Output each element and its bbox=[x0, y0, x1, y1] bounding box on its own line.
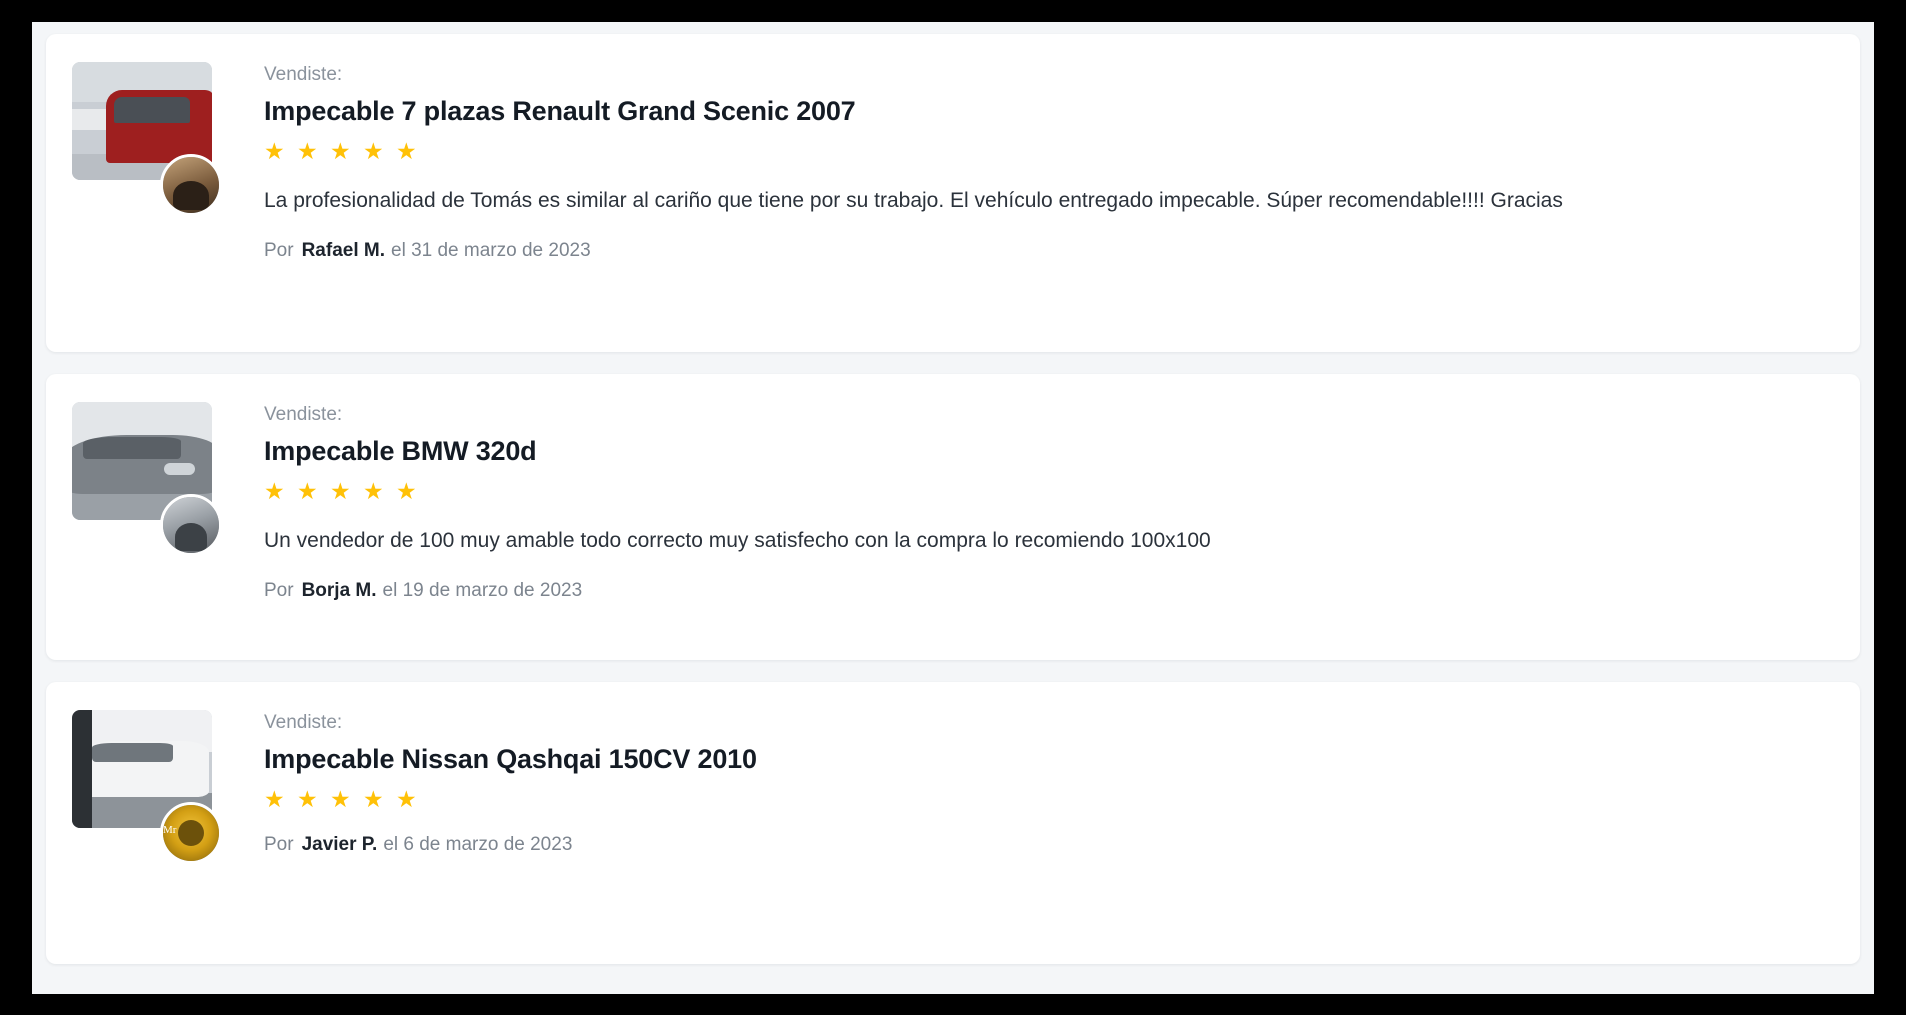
review-content bbox=[264, 710, 1834, 857]
review-text: Un vendedor de 100 muy amable todo correcto muy satisfecho con la compra lo recomiendo 100x100 bbox=[264, 528, 1211, 552]
by-prefix: Por bbox=[264, 240, 294, 262]
review-author: Borja M. bbox=[301, 580, 377, 602]
rating-stars: ★ ★ ★ ★ ★ bbox=[264, 477, 420, 504]
by-prefix: Por bbox=[264, 833, 294, 855]
review-author: Rafael M. bbox=[301, 240, 385, 262]
avatar[interactable] bbox=[160, 494, 222, 556]
review-media bbox=[72, 710, 242, 837]
review-card[interactable] bbox=[46, 374, 1860, 660]
review-card[interactable] bbox=[46, 34, 1860, 352]
review-content bbox=[264, 62, 1834, 264]
review-card[interactable] bbox=[46, 682, 1860, 964]
review-byline bbox=[264, 579, 1834, 604]
reviewer-avatar-image bbox=[163, 157, 219, 213]
reviews-list bbox=[32, 22, 1874, 964]
sold-label: Vendiste: bbox=[264, 712, 343, 733]
avatar[interactable] bbox=[160, 802, 222, 864]
reviewer-avatar-image bbox=[163, 497, 219, 553]
listing-title[interactable]: Impecable Nissan Qashqai 150CV 2010 bbox=[264, 743, 757, 774]
listing-title[interactable]: Impecable BMW 320d bbox=[264, 435, 537, 466]
sold-label: Vendiste: bbox=[264, 64, 343, 85]
review-date: el 6 de marzo de 2023 bbox=[383, 833, 573, 855]
review-date: el 19 de marzo de 2023 bbox=[382, 580, 583, 602]
review-content bbox=[264, 402, 1834, 604]
review-byline bbox=[264, 833, 1834, 858]
review-author: Javier P. bbox=[301, 833, 378, 855]
reviews-viewport bbox=[32, 22, 1874, 994]
rating-stars: ★ ★ ★ ★ ★ bbox=[264, 137, 420, 164]
review-media bbox=[72, 62, 242, 180]
listing-title[interactable]: Impecable 7 plazas Renault Grand Scenic 2007 bbox=[264, 95, 856, 126]
review-media bbox=[72, 402, 242, 520]
review-byline bbox=[264, 239, 1834, 264]
review-date: el 31 de marzo de 2023 bbox=[391, 240, 591, 262]
avatar[interactable] bbox=[160, 154, 222, 216]
rating-stars: ★ ★ ★ ★ ★ bbox=[264, 785, 420, 812]
by-prefix: Por bbox=[264, 580, 294, 602]
review-text: La profesionalidad de Tomás es similar al cariño que tiene por su trabajo. El vehículo entregado impecable. Súper recomendable!!!! Gracias bbox=[264, 188, 1563, 212]
avatar-badge: Mr bbox=[163, 824, 177, 837]
sold-label: Vendiste: bbox=[264, 404, 343, 425]
